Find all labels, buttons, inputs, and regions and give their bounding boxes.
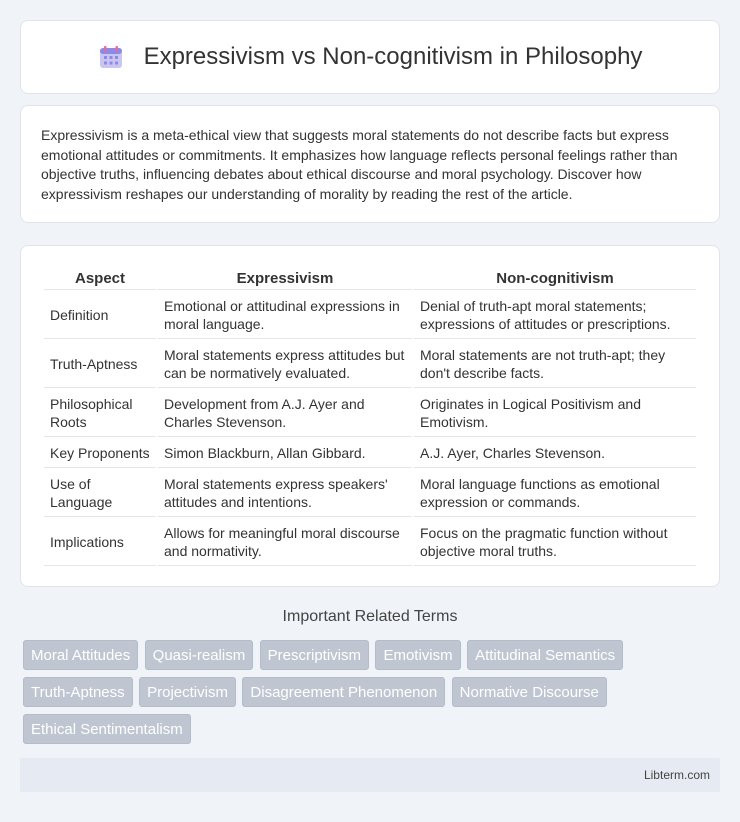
calendar-grid-icon — [98, 44, 124, 70]
cell-expressivism: Simon Blackburn, Allan Gibbard. — [158, 439, 412, 468]
header-expressivism: Expressivism — [158, 268, 412, 290]
table-row — [44, 292, 696, 339]
tag-prescriptivism[interactable]: Prescriptivism — [260, 640, 369, 670]
tag-projectivism[interactable]: Projectivism — [139, 677, 236, 707]
cell-non-cognitivism: Focus on the pragmatic function without objective moral truths. — [414, 519, 696, 566]
table-row — [44, 439, 696, 468]
footer-brand-link[interactable]: Libterm.com — [643, 768, 710, 782]
tag-attitudinal-semantics[interactable]: Attitudinal Semantics — [467, 640, 623, 670]
cell-expressivism: Moral statements express attitudes but can be normatively evaluated. — [158, 341, 412, 388]
table-row — [44, 519, 696, 566]
cell-aspect: Truth-Aptness — [44, 341, 156, 388]
cell-non-cognitivism: Denial of truth-apt moral statements; expressions of attitudes or prescriptions. — [414, 292, 696, 339]
page-title: Expressivism vs Non-cognitivism in Philosophy — [143, 43, 643, 70]
cell-non-cognitivism: Moral statements are not truth-apt; they don't describe facts. — [414, 341, 696, 388]
intro-card — [20, 105, 720, 223]
table-header-row — [44, 268, 696, 290]
cell-aspect: Definition — [44, 292, 156, 339]
table-row — [44, 341, 696, 388]
cell-expressivism: Moral statements express speakers' attitudes and intentions. — [158, 470, 412, 517]
comparison-table-card — [20, 245, 720, 587]
cell-non-cognitivism: A.J. Ayer, Charles Stevenson. — [414, 439, 696, 468]
tag-disagreement-phenomenon[interactable]: Disagreement Phenomenon — [242, 677, 445, 707]
cell-expressivism: Allows for meaningful moral discourse and normativity. — [158, 519, 412, 566]
intro-text: Expressivism is a meta-ethical view that suggests moral statements do not describe facts but express emotional attitudes or commitments. It emphasizes how language reflects personal feelings rather than objective truths, influencing debates about ethical discourse and moral psychology. Discover how expressivism reshapes our understanding of morality by reading the rest of the article. — [41, 127, 678, 202]
cell-non-cognitivism: Originates in Logical Positivism and Emotivism. — [414, 390, 696, 437]
cell-expressivism: Emotional or attitudinal expressions in moral language. — [158, 292, 412, 339]
header-aspect: Aspect — [44, 268, 156, 290]
comparison-table — [42, 266, 698, 568]
cell-expressivism: Development from A.J. Ayer and Charles Stevenson. — [158, 390, 412, 437]
tag-truth-aptness[interactable]: Truth-Aptness — [23, 677, 133, 707]
tag-moral-attitudes[interactable]: Moral Attitudes — [23, 640, 138, 670]
cell-aspect: Key Proponents — [44, 439, 156, 468]
related-terms-tags — [23, 640, 723, 751]
tag-emotivism[interactable]: Emotivism — [375, 640, 460, 670]
cell-aspect: Use of Language — [44, 470, 156, 517]
tag-quasi-realism[interactable]: Quasi-realism — [145, 640, 254, 670]
cell-aspect: Implications — [44, 519, 156, 566]
related-terms-title: Important Related Terms — [282, 608, 458, 625]
tag-normative-discourse[interactable]: Normative Discourse — [452, 677, 607, 707]
table-row — [44, 390, 696, 437]
footer — [20, 758, 720, 792]
tag-ethical-sentimentalism[interactable]: Ethical Sentimentalism — [23, 714, 191, 744]
cell-aspect: Philosophical Roots — [44, 390, 156, 437]
title-card — [20, 20, 720, 94]
cell-non-cognitivism: Moral language functions as emotional expression or commands. — [414, 470, 696, 517]
header-non-cognitivism: Non-cognitivism — [414, 268, 696, 290]
table-row — [44, 470, 696, 517]
